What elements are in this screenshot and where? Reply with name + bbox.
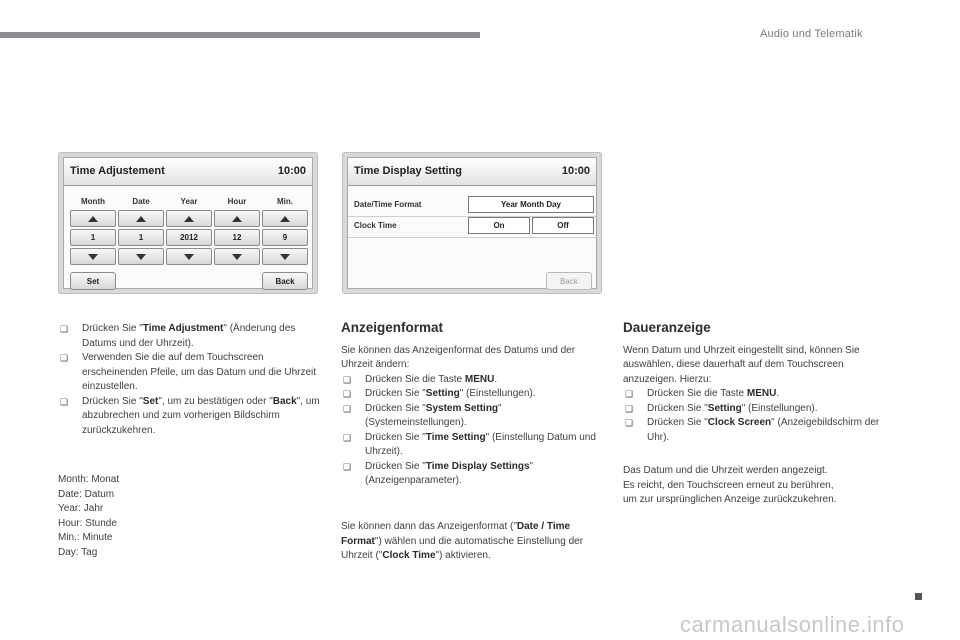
list-item: ❑ Drücken Sie "Set", um zu bestätigen oder "Back", um abzubrechen und zum vorherigen Bildschirm zurückzukehren. bbox=[60, 395, 320, 436]
clock-display: 10:00 bbox=[561, 165, 590, 177]
date-down-button[interactable] bbox=[118, 248, 164, 265]
back-button[interactable]: Back bbox=[546, 272, 592, 290]
time-adjustment-screen bbox=[58, 152, 318, 294]
row-divider bbox=[348, 237, 596, 238]
legend-item: Min.: Minute bbox=[58, 532, 113, 543]
year-month-day-option[interactable]: Year Month Day bbox=[468, 196, 594, 213]
legend-item: Year: Jahr bbox=[58, 503, 104, 514]
legend-item: Day: Tag bbox=[58, 546, 98, 558]
arrow-up-icon bbox=[280, 216, 290, 222]
min-value: 9 bbox=[262, 229, 308, 246]
back-button[interactable]: Back bbox=[262, 272, 308, 290]
hour-value: 12 bbox=[214, 229, 260, 246]
bullet-icon: ❑ bbox=[343, 461, 352, 472]
bullet-icon: ❑ bbox=[343, 432, 352, 443]
section-heading: Daueranzeige bbox=[623, 320, 711, 335]
bullet-icon: ❑ bbox=[625, 403, 634, 414]
year-down-button[interactable] bbox=[166, 248, 212, 265]
column-label-hour: Hour bbox=[227, 197, 247, 206]
set-button[interactable]: Set bbox=[70, 272, 116, 290]
clock-off-option[interactable]: Off bbox=[532, 217, 594, 234]
min-up-button[interactable] bbox=[262, 210, 308, 227]
screen-title: Time Adjustement bbox=[70, 165, 165, 177]
month-down-button[interactable] bbox=[70, 248, 116, 265]
column-label-year: Year bbox=[180, 197, 198, 206]
instructions-column-1 bbox=[58, 322, 320, 438]
screen-header bbox=[64, 158, 312, 186]
list-item: ❑ Drücken Sie "Time Display Settings" (Anzeigenparameter). bbox=[343, 460, 534, 486]
date-time-format-label: Date/Time Format bbox=[354, 200, 422, 209]
intro-text: Sie können das Anzeigenformat des Datums und der Uhrzeit ändern: bbox=[341, 344, 576, 370]
arrow-up-icon bbox=[88, 216, 98, 222]
screen-header bbox=[348, 158, 596, 186]
column-label-min: Min. bbox=[277, 197, 293, 206]
min-down-button[interactable] bbox=[262, 248, 308, 265]
arrow-down-icon bbox=[232, 254, 242, 260]
bullet-icon: ❑ bbox=[60, 324, 69, 334]
intro-text: Wenn Datum und Uhrzeit eingestellt sind, können Sie auswählen, diese dauerhaft auf dem Touchscreen anzuzeigen. Hierzu: bbox=[623, 344, 860, 385]
clock-time-label: Clock Time bbox=[354, 221, 397, 230]
date-up-button[interactable] bbox=[118, 210, 164, 227]
hour-down-button[interactable] bbox=[214, 248, 260, 265]
date-value: 1 bbox=[118, 229, 164, 246]
list-item: ❑ Drücken Sie "Time Adjustment" (Änderung des Datums und der Uhrzeit). bbox=[60, 323, 296, 349]
section-title: Audio und Telematik bbox=[760, 28, 863, 40]
legend-item: Hour: Stunde bbox=[58, 517, 117, 529]
arrow-up-icon bbox=[136, 216, 146, 222]
bullet-icon: ❑ bbox=[343, 389, 352, 399]
year-value: 2012 bbox=[166, 229, 212, 246]
list-item: ❑ Drücken Sie "System Setting" (Systemeinstellungen). bbox=[343, 402, 502, 428]
arrow-down-icon bbox=[88, 254, 98, 260]
clock-on-option[interactable]: On bbox=[468, 217, 530, 234]
display-note: Das Datum und die Uhrzeit werden angezeigt. Es reicht, den Touchscreen erneut zu berühren, um zur ursprünglichen Anzeige zurückzukehren. bbox=[623, 465, 837, 505]
bullet-icon: ❑ bbox=[60, 353, 69, 363]
legend-item: Month: Monat bbox=[58, 474, 120, 485]
watermark: carmanualsonline.info bbox=[680, 612, 905, 637]
section-heading: Anzeigenformat bbox=[341, 320, 444, 335]
header-bar bbox=[0, 32, 480, 38]
column-label-date: Date bbox=[132, 197, 150, 206]
list-item: ❑ Drücken Sie "Setting" (Einstellungen). bbox=[623, 402, 893, 417]
page-marker bbox=[915, 593, 922, 600]
legend-list bbox=[58, 473, 258, 560]
bullet-icon: ❑ bbox=[60, 396, 69, 407]
list-item: ❑ Verwenden Sie die auf dem Touchscreen erscheinenden Pfeile, um das Datum und die Uhrzeit einzustellen. bbox=[60, 352, 317, 392]
column-label-month: Month bbox=[81, 197, 105, 206]
outro-text: Sie können dann das Anzeigenformat ("Date / Time Format") wählen und die automatische Einstellung der Uhrzeit ("Clock Time") aktivieren. bbox=[341, 521, 584, 561]
instructions-column-2 bbox=[341, 321, 603, 489]
screen-title: Time Display Setting bbox=[354, 165, 462, 177]
month-value: 1 bbox=[70, 229, 116, 246]
arrow-down-icon bbox=[280, 254, 290, 260]
arrow-up-icon bbox=[184, 216, 194, 222]
list-item: ❑ Drücken Sie "Setting" (Einstellungen). bbox=[341, 387, 603, 402]
bullet-icon: ❑ bbox=[625, 389, 634, 399]
list-item: ❑ Drücken Sie die Taste MENU. bbox=[623, 387, 893, 402]
list-item: ❑ Drücken Sie "Time Setting" (Einstellung Datum und Uhrzeit). bbox=[343, 431, 596, 457]
list-item: ❑ Drücken Sie "Clock Screen" (Anzeigebildschirm der Uhr). bbox=[625, 417, 880, 443]
clock-display: 10:00 bbox=[277, 165, 306, 177]
instructions-column-3 bbox=[623, 321, 893, 445]
list-item: ❑ Drücken Sie die Taste MENU. bbox=[341, 373, 603, 388]
arrow-down-icon bbox=[184, 254, 194, 260]
month-up-button[interactable] bbox=[70, 210, 116, 227]
year-up-button[interactable] bbox=[166, 210, 212, 227]
arrow-down-icon bbox=[136, 254, 146, 260]
time-display-setting-screen bbox=[342, 152, 602, 294]
hour-up-button[interactable] bbox=[214, 210, 260, 227]
bullet-icon: ❑ bbox=[343, 374, 352, 385]
bullet-icon: ❑ bbox=[343, 403, 352, 414]
legend-item: Date: Datum bbox=[58, 488, 115, 500]
bullet-icon: ❑ bbox=[625, 418, 634, 428]
arrow-up-icon bbox=[232, 216, 242, 222]
